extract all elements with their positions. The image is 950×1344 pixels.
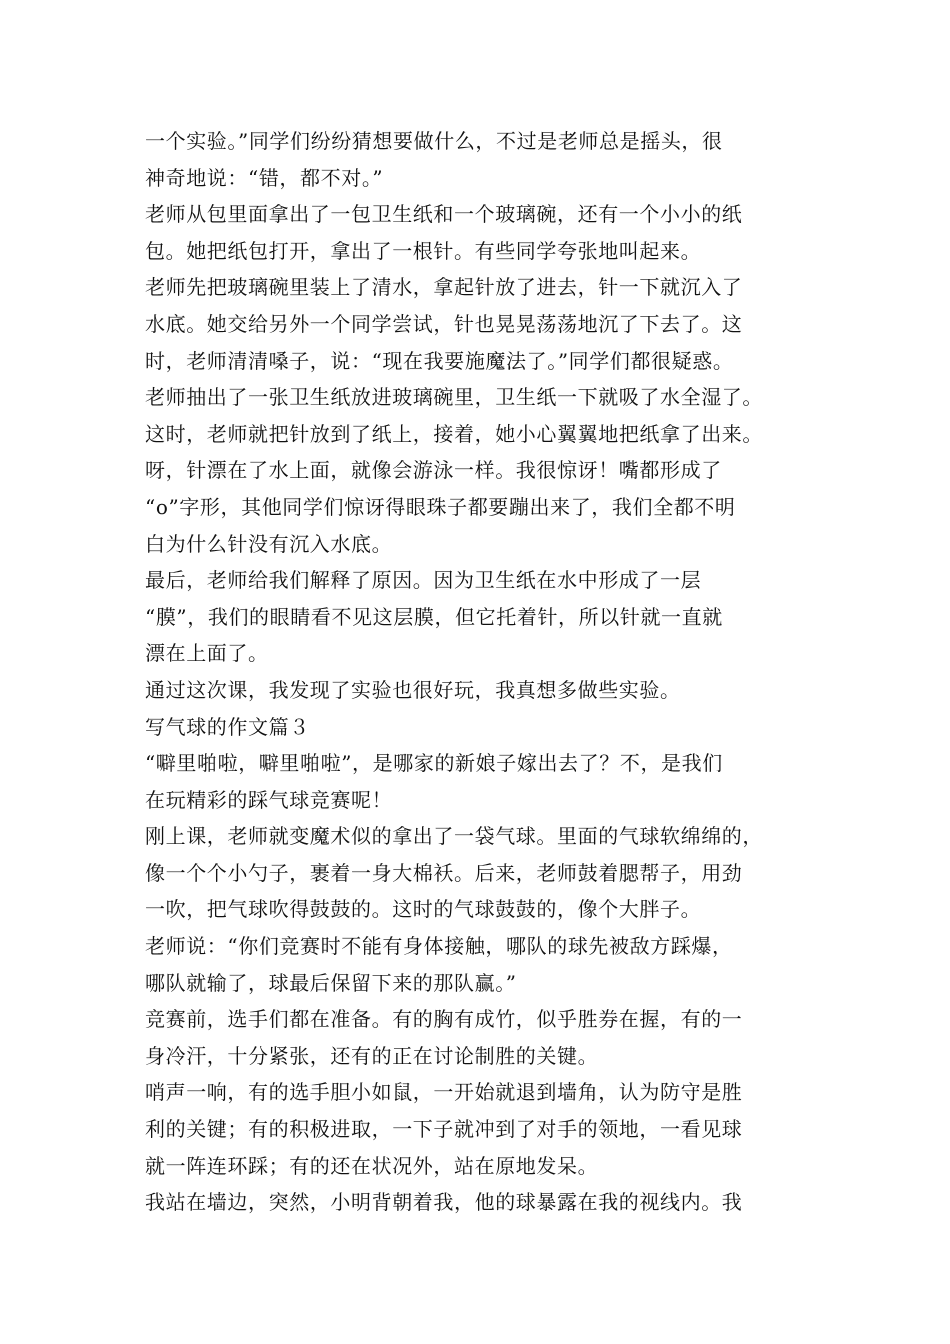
text-line: 通过这次课，我发现了实验也很好玩，我真想多做些实验。 bbox=[145, 677, 681, 702]
text-line: 时，老师清清嗓子，说：“现在我要施魔法了。”同学们都很疑惑。 bbox=[145, 348, 734, 373]
text-line: 一个实验。”同学们纷纷猜想要做什么，不过是老师总是摇头，很 bbox=[145, 129, 723, 153]
text-line: 哨声一响，有的选手胆小如鼠，一开始就退到墙角，认为防守是胜 bbox=[145, 1080, 743, 1105]
text-line: 利的关键；有的积极进取，一下子就冲到了对手的领地，一看见球 bbox=[145, 1117, 743, 1142]
text-line: 老师从包里面拿出了一包卫生纸和一个玻璃碗，还有一个小小的纸 bbox=[145, 202, 743, 227]
text-line: 一吹，把气球吹得鼓鼓的。这时的气球鼓鼓的，像个大胖子。 bbox=[145, 897, 702, 922]
text-line: 竞赛前，选手们都在准备。有的胸有成竹，似乎胜券在握，有的一 bbox=[145, 1007, 743, 1032]
text-line: 哪队就输了，球最后保留下来的那队赢。” bbox=[145, 970, 517, 995]
section-heading: 写气球的作文篇３ bbox=[145, 714, 310, 739]
text-line: 包。她把纸包打开，拿出了一根针。有些同学夸张地叫起来。 bbox=[145, 238, 702, 263]
text-line: 身冷汗，十分紧张，还有的正在讨论制胜的关键。 bbox=[145, 1043, 599, 1068]
text-line: 白为什么针没有沉入水底。 bbox=[145, 531, 393, 556]
text-line: “噼里啪啦，噼里啪啦”，是哪家的新娘子嫁出去了？不，是我们 bbox=[145, 751, 723, 776]
text-line: 在玩精彩的踩气球竞赛呢！ bbox=[145, 787, 393, 812]
text-line: 神奇地说：“错，都不对。” bbox=[145, 165, 384, 190]
text-line: 我站在墙边，突然，小明背朝着我，他的球暴露在我的视线内。我 bbox=[145, 1190, 743, 1215]
text-line: 刚上课，老师就变魔术似的拿出了一袋气球。里面的气球软绵绵的， bbox=[145, 824, 763, 849]
document-body bbox=[145, 123, 845, 1221]
text-line: 老师说：“你们竞赛时不能有身体接触，哪队的球先被敌方踩爆， bbox=[145, 934, 733, 959]
text-line: 这时，老师就把针放到了纸上，接着，她小心翼翼地把纸拿了出来。 bbox=[145, 421, 763, 446]
text-line: 老师先把玻璃碗里装上了清水，拿起针放了进去，针一下就沉入了 bbox=[145, 275, 743, 300]
text-line: “膜”，我们的眼睛看不见这层膜，但它托着针，所以针就一直就 bbox=[145, 604, 723, 629]
text-line: 水底。她交给另外一个同学尝试，针也晃晃荡荡地沉了下去了。这 bbox=[145, 311, 743, 336]
text-line: “o”字形，其他同学们惊讶得眼珠子都要蹦出来了，我们全都不明 bbox=[145, 494, 736, 519]
text-line: 呀，针漂在了水上面，就像会游泳一样。我很惊讶！嘴都形成了 bbox=[145, 458, 722, 483]
text-line: 老师抽出了一张卫生纸放进玻璃碗里，卫生纸一下就吸了水全湿了。 bbox=[145, 385, 763, 410]
text-line: 像一个个小勺子，裹着一身大棉袄。后来，老师鼓着腮帮子，用劲 bbox=[145, 860, 743, 885]
text-line: 最后，老师给我们解释了原因。因为卫生纸在水中形成了一层 bbox=[145, 568, 702, 593]
text-line: 漂在上面了。 bbox=[145, 641, 269, 666]
text-line: 就一阵连环踩；有的还在状况外，站在原地发呆。 bbox=[145, 1153, 599, 1178]
